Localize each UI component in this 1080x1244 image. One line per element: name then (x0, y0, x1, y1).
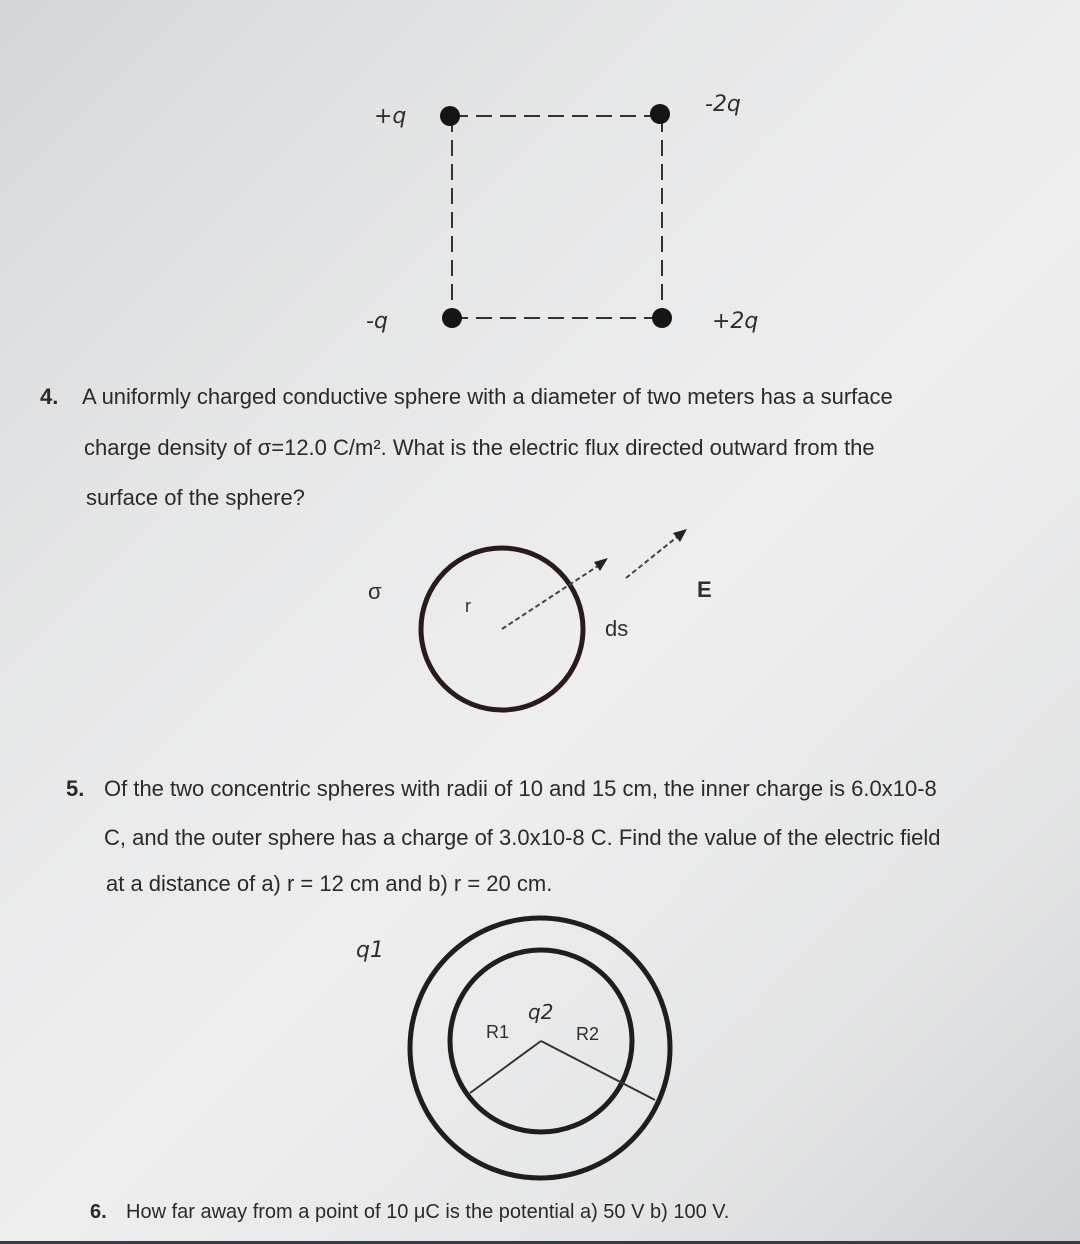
problem-5-line-3: at a distance of a) r = 12 cm and b) r = 20 cm. (106, 871, 553, 896)
field-e-label: E (697, 577, 712, 602)
ds-label: ds (605, 616, 629, 641)
problem-4-line-1: A uniformly charged conductive sphere with a diameter of two meters has a surface (82, 384, 893, 409)
r2-label: R2 (576, 1024, 600, 1044)
problem-5-number: 5. (66, 776, 85, 801)
sigma-label: σ (368, 579, 382, 604)
problem-4-line-2: charge density of σ=12.0 C/m². What is the electric flux directed outward from the (84, 435, 875, 460)
charge-label-top-right: -2q (705, 92, 741, 117)
problem-4-line-3: surface of the sphere? (86, 485, 305, 510)
problem-5-line-1: Of the two concentric spheres with radii of 10 and 15 cm, the inner charge is 6.0x10-8 (104, 776, 937, 801)
problem-6-line: How far away from a point of 10 μC is the potential a) 50 V b) 100 V. (126, 1201, 730, 1223)
charge-label-bottom-right: +2q (712, 309, 759, 334)
charge-label-bottom-left: -q (366, 309, 388, 334)
problem-5-line-2: C, and the outer sphere has a charge of 3.0x10-8 C. Find the value of the electric field (104, 825, 941, 850)
q1-label: q1 (356, 938, 384, 963)
charge-label-top-left: +q (374, 104, 407, 129)
problem-4-number: 4. (40, 384, 59, 409)
q2-label: q2 (528, 1000, 554, 1024)
radius-label: r (465, 596, 471, 616)
r1-label: R1 (486, 1022, 510, 1042)
problem-6-number: 6. (90, 1201, 107, 1223)
